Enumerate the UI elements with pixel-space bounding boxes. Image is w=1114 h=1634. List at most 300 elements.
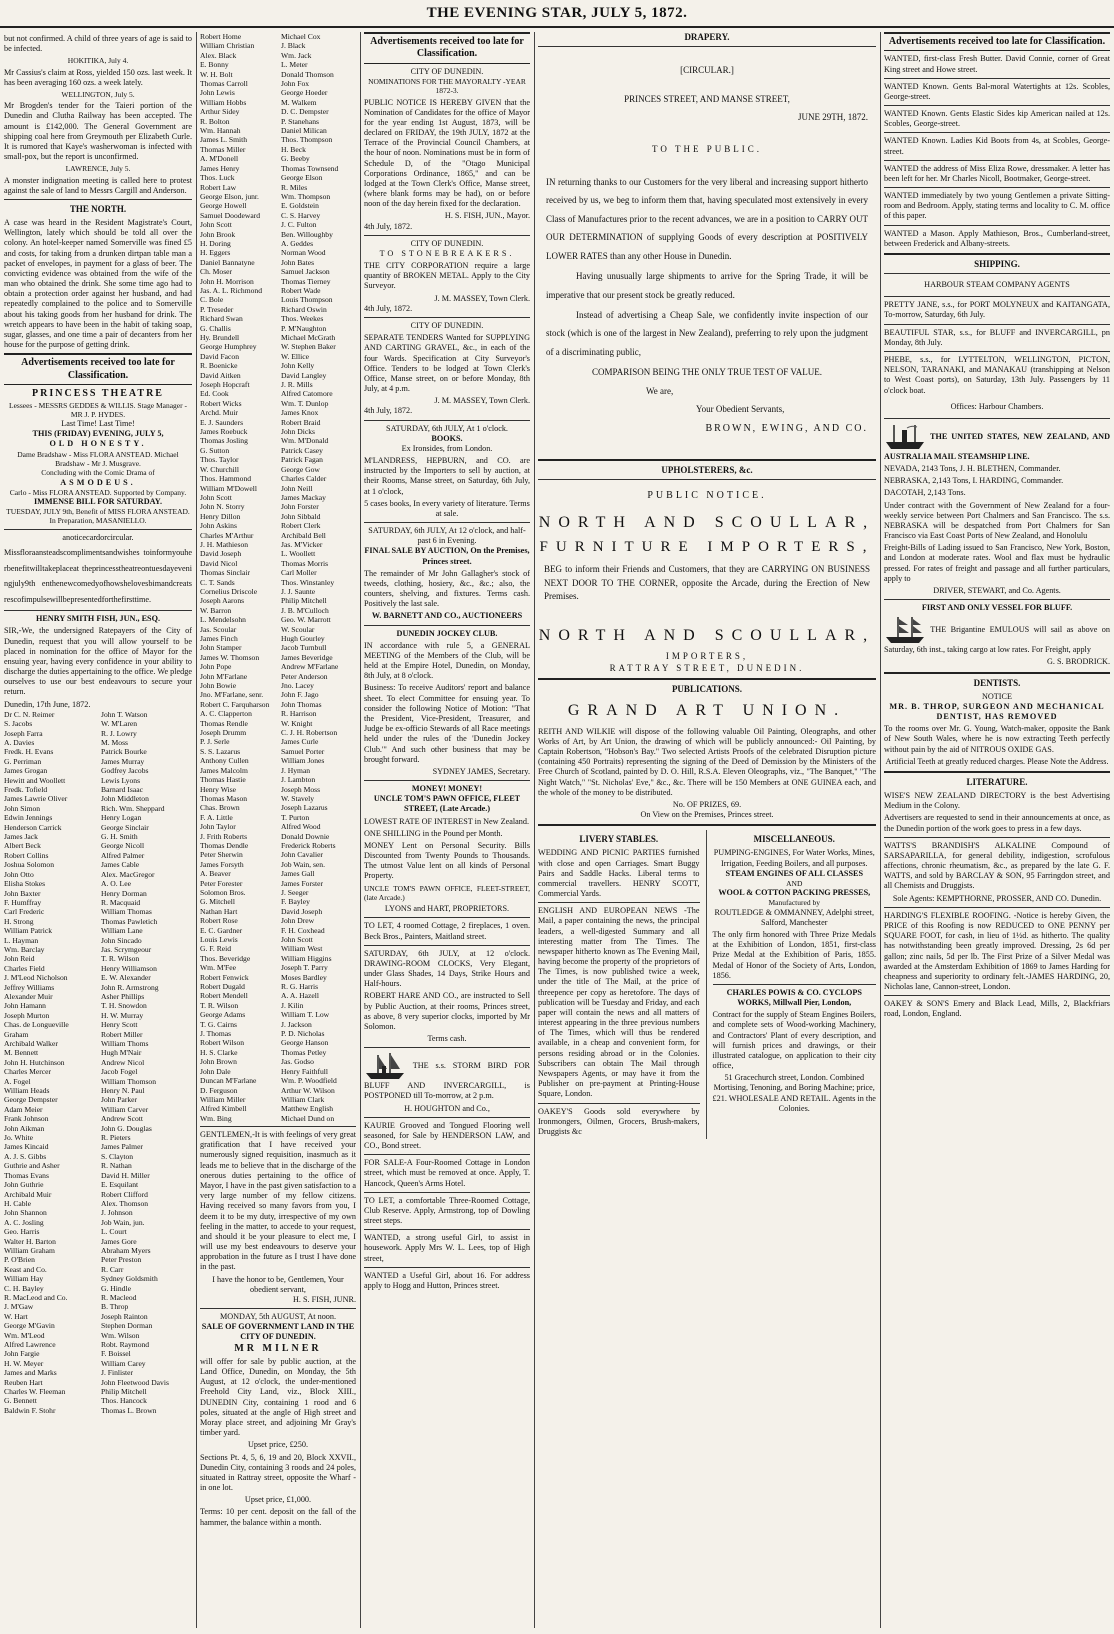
signatory-name: Chas. Brown xyxy=(200,803,240,813)
ad-text: Sections Pt. 4, 5, 6, 19 and 20, Block XXVII., Dunedin City, containing 3 roods and 24 poles, situated in Rattray street, opposite the Wharf - in one lot. xyxy=(200,1452,356,1493)
signatory-name: J. Kilin xyxy=(281,1000,304,1010)
signatory-name: Hugh Gourley xyxy=(281,634,325,643)
signatory-name: Anthony Cullen xyxy=(200,756,249,766)
ad-text: ASMODEUS. xyxy=(60,477,136,487)
ad-heading: THE UNITED STATES, NEW ZEALAND, AND AUSTRALIA MAIL STEAMSHIP LINE. xyxy=(884,431,1110,461)
signatory-name: David H. Miller xyxy=(101,1170,150,1180)
divider xyxy=(884,418,1110,419)
signatory-name: James and Marks xyxy=(4,1368,57,1378)
ad-text: TUESDAY, JULY 9th, Benefit of MISS FLORA ANSTEAD. In Preparation, MASANIELLO. xyxy=(6,507,190,526)
signatory-name: James Malcolm xyxy=(200,765,248,775)
drapery-ad xyxy=(538,61,876,439)
ad-text: ROUTLEDGE & OMMANNEY, Adelphi street, Salford, Manchester xyxy=(714,907,874,927)
signatory-name: Richard Swan xyxy=(200,314,243,324)
signatory-name: Jacob Fogel xyxy=(101,1067,138,1077)
signatory-name: William Jones xyxy=(281,756,325,766)
signatory-name: Wm. Hannah xyxy=(200,126,241,136)
signatory-name: Robert Clerk xyxy=(281,521,321,531)
divider xyxy=(884,351,1110,352)
signatory-name: Thomas Sinclair xyxy=(200,568,250,578)
ad-signature: J. M. MASSEY, Town Clerk. xyxy=(434,396,530,406)
signatory-name: John M'Farlane xyxy=(200,671,248,681)
divider xyxy=(4,529,192,530)
ad-text xyxy=(884,615,1110,655)
signatory-name: Charles Calder xyxy=(281,474,327,484)
signatory-name: L. Court xyxy=(101,1227,127,1237)
signatory-name: Alfred Wood xyxy=(281,822,321,832)
signatory-name: John H. Hutchinson xyxy=(4,1057,65,1067)
ship-icon xyxy=(364,1051,406,1081)
signatory-name: W. Churchill xyxy=(200,464,239,474)
signatory-name: A. Beaver xyxy=(200,869,231,879)
signatory-name: Wm. M'Leod xyxy=(4,1330,45,1340)
signatory-name: Walter H. Barton xyxy=(4,1236,56,1246)
ad-text: THIS (FRIDAY) EVENING, JULY 5, xyxy=(32,429,164,439)
column-rule xyxy=(196,32,197,1628)
signatory-name: Henry Williamson xyxy=(101,963,157,973)
steamship-icon xyxy=(884,422,926,452)
signatory-name: James Gall xyxy=(281,869,315,879)
ad-heading: TO THE PUBLIC. xyxy=(652,144,762,155)
divider xyxy=(884,672,1110,674)
signatory-name: A. Geddes xyxy=(281,238,314,248)
signatory-name: John Baxter xyxy=(4,888,41,898)
signatory-name: J. R. Mills xyxy=(281,380,313,390)
signatory-name: David Facon xyxy=(200,351,240,361)
divider xyxy=(364,420,530,421)
lower-ads-right xyxy=(713,830,877,1139)
signatory-name: Jacob Turnbull xyxy=(281,643,327,653)
ad-heading: HARBOUR STEAM COMPANY AGENTS xyxy=(924,280,1070,290)
signatory-name: Carl Frederic xyxy=(4,907,45,917)
signatory-name: Alfred Palmer xyxy=(101,850,145,860)
ad-text: 5 cases books, In every variety of literature. Terms at sale. xyxy=(364,498,530,518)
signatory-name: Joseph Farra xyxy=(4,728,43,738)
ad-heading: CITY OF DUNEDIN. xyxy=(410,320,484,330)
ad-text: ONE SHILLING in the Pound per Month. xyxy=(364,828,503,838)
signatory-name: R. Nathan xyxy=(101,1161,132,1171)
signatory-name: T. R. Wilson xyxy=(200,1000,239,1010)
signatory-name: F. Boissel xyxy=(101,1349,131,1359)
ad-text: THE CITY CORPORATION require a large quantity of BROKEN METAL. Apply to the City Surveyor. xyxy=(364,261,530,291)
signatory-name: William West xyxy=(281,944,323,954)
signatory-name: John Neill xyxy=(281,483,313,493)
ad-text: On View on the Premises, Princes street. xyxy=(640,810,774,820)
ad-text: To the rooms over Mr. G. Young, Watch-maker, opposite the Bank of New South Wales, where he is now extracting Teeth perfectly without pain by the aid of NITROUS OXIDE GAS. xyxy=(884,724,1110,754)
news-item: Mr Brogden's tender for the Taieri portion of the Dunedin and Clutha Railway has been accepted. The amount is £142,000. The General Government are shipping coal here from Greymouth per Elizabeth Curle. It is rumored that Kaye's washerwoman is infected with small-pox, but the report is unconfirmed. xyxy=(4,101,192,162)
signatory-name: Jas. Godso xyxy=(281,1057,314,1067)
ad-text: RATTRAY STREET, DUNEDIN. xyxy=(609,662,805,673)
signatory-name: John H. Morrison xyxy=(200,276,254,286)
signatory-name: H. Cable xyxy=(4,1198,31,1208)
ad-signature: BROWN, EWING, AND CO. xyxy=(705,422,868,434)
signatory-name: Robert Fenwick xyxy=(200,972,249,982)
signatory-name: John Dale xyxy=(200,1066,231,1076)
ad-text: IN returning thanks to our Customers for the very liberal and increasing support hitherto received by us, we beg to inform them that, having speculated most extensively in every Class of Manufactures prior to the recent advances, we are in a position to CARRY OUT OUR DETERMINATION of supplying Goods of every description at POSITIVELY LOWER RATES than any other House in Dunedin. xyxy=(546,176,868,261)
signatory-name: Rich. Wm. Sheppard xyxy=(101,803,165,813)
signatory-name: Fredk. Tofield xyxy=(4,785,48,795)
signatory-name: Joseph Aarons xyxy=(200,596,245,606)
signatory-name: Wm. T. Dunlop xyxy=(281,398,329,408)
signatory-name: T. G. Cairns xyxy=(200,1019,237,1029)
signatory-name: Alfred Lawrence xyxy=(4,1340,56,1349)
ad-signature: J. M. MASSEY, Town Clerk. xyxy=(434,293,530,303)
signatory-name: R. J. Lowry xyxy=(101,728,137,738)
signatory-name: Thos. Thompson xyxy=(281,135,333,145)
ad-text: NEVADA, 2143 Tons, J. H. BLETHEN, Commander. xyxy=(884,464,1061,474)
signatory-name: Andrew Nicol xyxy=(101,1057,145,1067)
signatory-name: Wm. Barclay xyxy=(4,944,45,954)
signatory-name: Charles M'Arthur xyxy=(200,530,254,540)
signatory-name: Cornelius Driscole xyxy=(200,586,258,596)
signatory-name: Charles Mercer xyxy=(4,1067,52,1077)
signatory-name: P. D. Nicholas xyxy=(281,1029,325,1039)
signatory-name: Charles W. Fleeman xyxy=(4,1387,66,1397)
divider xyxy=(884,771,1110,773)
signatory-name: R. Pieters xyxy=(101,1133,131,1143)
signatory-name: Ch. Moser xyxy=(200,267,233,277)
signatory-name: R. Boenicke xyxy=(200,361,238,371)
signatory-name: Thomas Evans xyxy=(4,1170,49,1180)
section-banner: Advertisements received too late for Classification. xyxy=(884,32,1110,51)
signatory-name: Thos. Hammond xyxy=(200,474,252,484)
column-rule xyxy=(706,830,707,1139)
signatory-name: Duncan M'Farlane xyxy=(200,1076,257,1086)
signatory-name: Job Wain, jun. xyxy=(101,1217,145,1227)
signatory-name: William Thoms xyxy=(101,1039,149,1048)
ad-text: [CIRCULAR.] xyxy=(680,65,734,76)
ad-text: WANTED Known. Gents Elastic Sides kip American nailed at 12s. Scobles, George-street. xyxy=(884,109,1110,129)
ad-heading: MONEY! MONEY! xyxy=(411,784,483,794)
signatory-name: J. H. Mathieson xyxy=(200,539,249,549)
signatory-name: R. Carr xyxy=(101,1264,124,1274)
ad-date: Dunedin, 17th June, 1872. xyxy=(4,699,91,709)
ad-date: 4th July, 1872. xyxy=(364,303,413,313)
signatory-name: John Cavalier xyxy=(281,850,323,860)
divider xyxy=(884,253,1110,255)
signatory-name: E. Esquilant xyxy=(101,1180,139,1190)
signatory-name: S. Clayton xyxy=(101,1151,134,1161)
ad-heading: TO STONEBREAKERS. xyxy=(379,248,515,258)
signatories-list xyxy=(200,32,275,1123)
ad-text: Instead of advertising a Cheap Sale, we confidently invite inspection of our stock (which is one of the largest in New Zealand), preferring to rely upon the judgment of a discriminating public, xyxy=(546,309,868,357)
ad-text: Artificial Teeth at greatly reduced charges. Please Note the Address. xyxy=(885,756,1109,766)
signatory-name: Henry Wise xyxy=(200,784,237,794)
divider xyxy=(884,837,1110,838)
signatory-name: John Pope xyxy=(200,662,232,672)
signatory-name: Barnard Isaac xyxy=(101,785,143,795)
ad-text: DACOTAH, 2,143 Tons. xyxy=(884,488,966,498)
ad-heading: SALE OF GOVERNMENT LAND IN THE CITY OF DUNEDIN. xyxy=(201,1322,355,1342)
signatory-name: James Forsyth xyxy=(200,859,244,869)
divider xyxy=(884,995,1110,996)
signatory-name: R. MacLeod and Co. xyxy=(4,1292,68,1302)
ad-text: THE Brigantine EMULOUS will sail as above on Saturday, 6th inst., taking cargo at low rates. For Freight, apply xyxy=(884,625,1110,655)
signatory-name: Henry Faithfull xyxy=(281,1066,329,1076)
signatory-name: Charles Field xyxy=(4,963,45,973)
signatory-name: William Carver xyxy=(101,1104,149,1114)
signatory-name: William Graham xyxy=(4,1245,55,1255)
signatory-name: H. Strong xyxy=(4,916,34,926)
signatory-name: John Taylor xyxy=(200,822,236,832)
signatory-name: William Clark xyxy=(281,1094,325,1104)
ad-text: IMMENSE BILL FOR SATURDAY. xyxy=(34,496,162,506)
ad-text: THE s.s. STORM BIRD FOR BLUFF AND INVERCARGILL, is POSTPONED till To-morrow, at 2 p.m. xyxy=(364,1061,530,1101)
signatory-name: J. Hyman xyxy=(281,765,311,775)
signatory-name: Matthew English xyxy=(281,1104,334,1114)
signatory-name: Patrick Casey xyxy=(281,445,323,455)
signatory-name: Albert Beck xyxy=(4,841,41,851)
signatory-name: Joshua Solomon xyxy=(4,860,54,870)
signatory-name: James Roebuck xyxy=(200,427,248,437)
signatory-name: C. J. H. Robertson xyxy=(281,728,338,738)
signatory-name: Wm. Bing xyxy=(200,1113,232,1123)
ad-text: Upset price, £1,000. xyxy=(244,1495,312,1505)
signatory-name: John Sibbald xyxy=(281,511,321,521)
signatory-name: R. G. Harris xyxy=(281,982,319,992)
divider xyxy=(364,1154,530,1155)
ad-text: M'LANDRESS, HEPBURN, and CO. are instructed by the Importers to sell by auction, at their Rooms, Manse street, on Saturday, 6th July, at 1 o'clock, xyxy=(364,456,530,496)
signatory-name: Richard Oswin xyxy=(281,304,327,314)
signatory-name: W. Stavely xyxy=(281,793,315,803)
ad-text xyxy=(364,1051,530,1101)
ad-text: Upset price, £250. xyxy=(247,1440,309,1450)
ad-text: WEDDING AND PICNIC PARTIES furnished with close and open Carriages. Smart Buggy Pairs and Saddle Hacks. Liberal terms to commercial travellers. HENRY SCOTT, Commercial Yards. xyxy=(538,848,700,899)
signatory-name: Samuel Jackson xyxy=(281,267,330,277)
signatory-name: James Mackay xyxy=(281,492,326,502)
signatory-name: Joseph Drumm xyxy=(200,728,247,738)
signatory-name: Alfred Catomore xyxy=(281,389,333,399)
ad-text: HARDING'S FLEXIBLE ROOFING. -Notice is hereby Given, the PRICE of this Roofing is now REDUCED to ONE PENNY per SQUARE FOOT, for cash, in lieu of 1½d. as hitherto. The quality has notwithstanding been greatly improved. Dressing, 2s 6d per gallon; zinc nails, 5d per lb. The First Prize of a Silver Medal was awarded at the Amsterdam Exhibition of 1869 to James Harding for cheapness and superiority to ordinary felt.-JAMES HARDING, 20, Nicholas lane, Cannon-street, London. xyxy=(884,910,1110,992)
signatory-name: Thomas Josling xyxy=(200,436,248,446)
masthead-title: THE EVENING STAR, JULY 5, 1872. xyxy=(426,5,688,21)
signatory-name: H. Beck xyxy=(281,144,306,154)
signatory-name: James Knox xyxy=(281,408,319,418)
signatory-name: John Bates xyxy=(281,257,315,267)
signatory-name: Godfrey Jacobs xyxy=(101,766,149,776)
signatory-name: H. Eggers xyxy=(200,248,231,258)
ad-text: MONDAY, 5th AUGUST, At noon. xyxy=(219,1312,337,1322)
signatory-name: R. Bolton xyxy=(200,116,230,126)
signatory-name: James W. Thomson xyxy=(200,652,260,662)
signatory-name: Joseph Hopcraft xyxy=(200,380,250,390)
signatory-name: A. Davies xyxy=(4,738,35,747)
signatory-name: John G. Douglas xyxy=(101,1123,152,1133)
signatory-name: John Middleton xyxy=(101,794,149,804)
signatory-name: J. Black xyxy=(281,41,306,51)
lower-ads-left xyxy=(538,830,700,1139)
signatory-name: Jeffrey Williams xyxy=(4,982,55,992)
signatory-name: John Parker xyxy=(101,1095,138,1105)
signatory-name: Stephen Dorman xyxy=(101,1321,153,1331)
ad-text: Carlo - Miss FLORA ANSTEAD. Supported by Company. xyxy=(9,487,187,497)
signatory-name: Robert Dugald xyxy=(200,982,245,992)
signatory-name: F. H. Coxhead xyxy=(281,925,325,935)
signatory-name: Nathan Hart xyxy=(200,906,238,916)
signatory-name: Robert Wilson xyxy=(200,1038,245,1048)
ad-text: WANTED Known. Ladies Kid Boots from 4s, at Scobles, George-street. xyxy=(884,136,1110,156)
signatory-name: P. Treseder xyxy=(200,304,234,314)
ad-heading: FIRST AND ONLY VESSEL FOR BLUFF. xyxy=(921,603,1073,613)
signatory-name: James Henry xyxy=(200,163,240,173)
signatory-name: G. Perriman xyxy=(4,756,42,766)
divider xyxy=(364,1192,530,1193)
signatory-name: James Forster xyxy=(281,878,323,888)
signatory-name: J. Frith Roberts xyxy=(200,831,248,841)
ad-text: The remainder of Mr John Gallagher's stock of tweeds, clothing, hosiery, &c., &c.; also, the counters, shelving, and fixtures. Terms cash. Positively the last sale. xyxy=(364,568,530,609)
signatory-name: John Fargie xyxy=(4,1349,40,1359)
signatory-name: G. Mitchell xyxy=(200,897,236,907)
column-rule xyxy=(360,32,361,1628)
signatory-name: T. Purton xyxy=(281,812,310,822)
signatory-name: Thomas Townsend xyxy=(281,163,339,173)
signatory-name: John Reid xyxy=(4,954,35,964)
ad-heading: GRAND ART UNION. xyxy=(567,701,847,719)
signatory-name: W. M'Laren xyxy=(101,719,138,729)
section-heading: DENTISTS. xyxy=(973,677,1021,688)
signatory-name: E. Bonny xyxy=(200,60,229,70)
signatory-name: Robert Clifford xyxy=(101,1189,148,1199)
signatory-name: William Miller xyxy=(200,1094,246,1104)
divider xyxy=(4,610,192,611)
signatory-name: John Scott xyxy=(281,935,313,944)
signatory-name: Thos. Luck xyxy=(200,173,235,183)
signatory-name: F. Humffray xyxy=(4,897,42,907)
signatory-name: John F. Jago xyxy=(281,690,319,700)
signatory-name: John Guthrie xyxy=(4,1180,44,1190)
signatory-name: James Lawrie Oliver xyxy=(4,794,68,804)
signatory-name: G. Sutton xyxy=(200,445,230,455)
signatory-name: Robert Rose xyxy=(200,916,238,926)
signatory-name: Patrick Fagan xyxy=(281,455,323,465)
signatory-name: William Christian xyxy=(200,41,255,51)
signatory-name: Sydney Goldsmith xyxy=(101,1274,158,1284)
ad-heading: HENRY SMITH FISH, JUN., ESQ. xyxy=(35,614,161,624)
divider xyxy=(364,235,530,236)
divider xyxy=(364,1229,530,1230)
ad-heading: anoticecardorcircular. xyxy=(62,532,134,542)
news-item: Mr Cassius's claim at Ross, yielded 150 ozs. last week. It has been averaging 160 ozs. a week lately. xyxy=(4,67,192,87)
signatory-name: J. M'Leod Nicholson xyxy=(4,973,68,983)
divider xyxy=(364,522,530,523)
signatory-name: James Finch xyxy=(200,634,238,643)
signatory-name: Frederick Roberts xyxy=(281,840,336,850)
signatory-name: A. Fogel xyxy=(4,1076,31,1086)
signatory-name: Archibald Walker xyxy=(4,1039,58,1048)
ad-heading: MR. B. THROP, SURGEON AND MECHANICAL DENTIST, HAS REMOVED xyxy=(889,701,1105,722)
signatory-name: William Higgins xyxy=(281,953,332,963)
signatories-list xyxy=(281,32,356,1123)
signatory-name: George Adams xyxy=(200,1010,246,1020)
divider xyxy=(884,225,1110,226)
ad-text: WANTED, first-class Fresh Butter. David Connie, corner of Great King street and Howe street. xyxy=(884,54,1110,74)
signatory-name: Thomas Pawletich xyxy=(101,916,158,926)
signatory-name: Alexander Muir xyxy=(4,991,53,1001)
signatory-name: W. Stephen Baker xyxy=(281,342,336,352)
ad-text: Terms cash. xyxy=(427,1034,467,1044)
ad-text: The only firm honored with Three Prize Medals at the Exhibition of London, 1851, first-class Prize Medal at the Exhibition of Paris, 1855. Medal of Honor of the Society of Arts, London, 1856. xyxy=(712,930,876,980)
signatory-name: Hewitt and Woollett xyxy=(4,775,66,785)
ad-text: SATURDAY, 6th JULY, At 1 o'clock. xyxy=(386,423,508,433)
signatory-name: Samuel Doodeward xyxy=(200,210,261,220)
ad-text: OAKEY & SON'S Emery and Black Lead, Mills, 2, Blackfriars road, London, England. xyxy=(884,999,1110,1019)
ad-heading: BOOKS. xyxy=(431,433,463,443)
ad-text: WANTED a Mason. Apply Mathieson, Bros., Cumberland-street, between Frederick and Albany-streets. xyxy=(884,228,1110,248)
signatory-name: M. Walkem xyxy=(281,97,317,107)
ad-text: AND xyxy=(786,878,803,888)
ad-text: NEBRASKA, 2,143 Tons, I. HARDING, Commander. xyxy=(884,476,1064,486)
section-banner: Advertisements received too late for Classification. xyxy=(364,32,530,64)
section-heading: DRAPERY. xyxy=(684,32,730,42)
ad-heading: UNCLE TOM'S PAWN OFFICE, FLEET STREET, (Late Arcade.) xyxy=(373,794,521,814)
signatory-name: Thomas Tierney xyxy=(281,276,331,286)
signatories-list xyxy=(4,710,95,1415)
divider xyxy=(884,324,1110,325)
signatory-name: Moses Bardley xyxy=(281,972,327,982)
signatory-name: John Hamann xyxy=(4,1001,46,1011)
ad-text: Missfloraansteadscomplimentsandwishes toinformyouherbenefitwilltakeplaceat theprincesstheatreontuesdayeveningjuly9th enthenewcomedyofhowshelovesbimandcreats rescofimpulsewillbepresentedforthefirsttime. xyxy=(4,547,192,604)
signatory-name: P. J. Serle xyxy=(200,737,230,747)
signatory-name: John Scott xyxy=(200,492,232,502)
divider xyxy=(364,917,530,918)
signatory-name: John Lewis xyxy=(200,88,235,98)
signatory-name: J. Jackson xyxy=(281,1019,312,1029)
letter-signature: H. S. FISH, JUNR. xyxy=(292,1294,356,1304)
section-heading: THE NORTH. xyxy=(69,203,127,214)
signatory-name: Edwin Jennings xyxy=(4,813,53,823)
ad-signature: G. S. BRODRICK. xyxy=(1046,657,1110,667)
signatory-name: S. Jacobs xyxy=(4,719,33,729)
signatory-name: George Nicoll xyxy=(101,841,145,851)
signatory-name: Abraham Myers xyxy=(101,1245,151,1255)
section-heading: MISCELLANEOUS. xyxy=(753,834,835,845)
ad-text: Sole Agents: KEMPTHORNE, PROSSER, AND CO. Dunedin. xyxy=(892,893,1102,903)
divider xyxy=(364,1047,530,1048)
ad-text: SIR,-We, the undersigned Ratepayers of the City of Dunedin, request that you will allow yourself to be placed in nomination for the office of Mayor for the ensuing year, having every confidence in your ability to discharge the duties appertaining to the office. We pledge ourselves to use our best endeavours to secure your return. xyxy=(4,626,192,697)
signatory-name: Frank Johnson xyxy=(4,1114,49,1124)
signatory-name: C. H. Bayley xyxy=(4,1283,44,1293)
signatory-name: Thos. Winstanley xyxy=(281,577,335,587)
signatory-name: H. S. Clarke xyxy=(200,1047,238,1057)
signatory-name: Daniel Milican xyxy=(281,126,327,136)
column-1 xyxy=(4,32,192,1630)
ad-text: SATURDAY, 6th JULY, At 12 o'clock, and half-past 6 in Evening. xyxy=(368,526,526,546)
ad-text: UNCLE TOM'S PAWN OFFICE, FLEET-STREET, (late Arcade.) xyxy=(364,883,530,902)
signatory-name: William Hay xyxy=(4,1274,44,1284)
ad-heading: CHARLES POWIS & CO. CYCLOPS WORKS, Millwall Pier, London, xyxy=(726,987,862,1008)
signatory-name: J. B. M'Culloch xyxy=(281,605,329,615)
signatory-name: E. C. Gardner xyxy=(200,925,243,935)
divider xyxy=(884,599,1110,600)
signatory-name: John Fox xyxy=(281,79,310,89)
ad-text: Freight-Bills of Lading issued to San Francisco, New York, Boston, and London at moderate rates. Wool and flax must be hydraulic pressed. For rates of freight and passage and all further particulars, apply to xyxy=(884,543,1110,583)
divider xyxy=(538,824,876,826)
column-3 xyxy=(364,32,530,1630)
signatory-name: George Howell xyxy=(200,201,247,211)
signatory-name: A. C. Josling xyxy=(4,1217,44,1227)
signatory-name: Peter Sherwin xyxy=(200,850,243,860)
brigantine-icon xyxy=(884,615,926,645)
divider xyxy=(364,1117,530,1118)
section-heading: LIVERY STABLES. xyxy=(579,834,659,845)
signatory-name: James Beveridge xyxy=(281,652,333,662)
divider xyxy=(538,1103,700,1104)
signatory-name: E. W. Alexander xyxy=(101,973,151,983)
ad-signature: H. HOUGHTON and Co., xyxy=(404,1103,490,1113)
signatory-name: Fredk. H. Evans xyxy=(4,747,54,757)
signatory-name: Patrick Bourke xyxy=(101,747,147,757)
signatory-name: Thos. Beveridge xyxy=(200,953,251,963)
